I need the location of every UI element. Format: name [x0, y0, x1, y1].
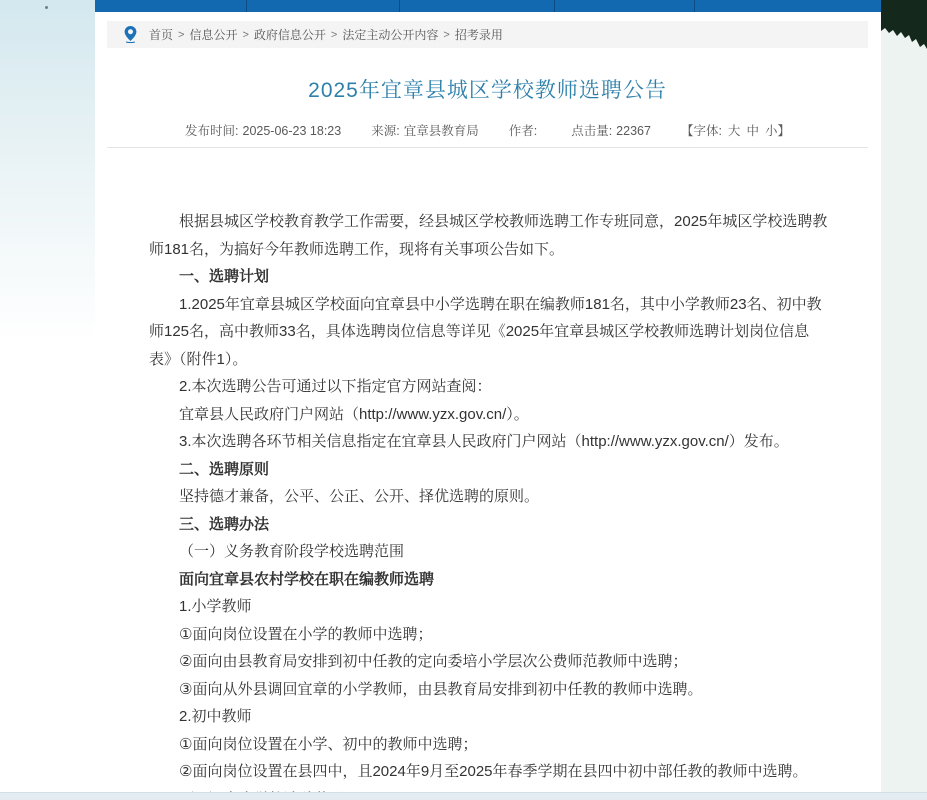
- paragraph: ①面向岗位设置在小学的教师中选聘；: [179, 625, 433, 643]
- paragraph: 3.本次选聘各环节相关信息指定在宜章县人民政府门户网站（http://www.yzx.gov.cn/）发布。: [179, 433, 789, 450]
- breadcrumb-item[interactable]: 法定主动公开内容: [342, 28, 439, 42]
- top-nav-bar: [95, 0, 881, 12]
- breadcrumb-separator: >: [178, 28, 185, 41]
- breadcrumb-bar: [107, 21, 868, 48]
- paragraph: 2.初中教师: [179, 708, 252, 725]
- location-pin-icon: [124, 26, 137, 43]
- background-left-gradient: [0, 0, 95, 380]
- paragraph: 三、选聘办法: [179, 515, 270, 533]
- breadcrumb-separator: >: [443, 28, 450, 41]
- breadcrumb-item[interactable]: 信息公开: [189, 28, 238, 42]
- paragraph: 坚持德才兼备，公平、公正、公开、择优选聘的原则。: [179, 488, 540, 505]
- font-size-options: [722, 124, 778, 138]
- paragraph: （一）义务教育阶段学校选聘范围: [179, 543, 405, 560]
- paragraph: 1.小学教师: [179, 598, 252, 615]
- paragraph: 1.2025年宜章县城区学校面向宜章县中小学选聘在职在编教师181名，其中小学教师23名、初中教师125名，高中教师33名，具体选聘岗位信息等详见《2025年宜章县城区学校教师选聘计划岗位信息表》（附件1）。: [149, 295, 822, 368]
- meta-value: 2025-06-23 18:23: [242, 124, 342, 138]
- nav-segment[interactable]: [555, 0, 695, 12]
- font-widget-suffix: 】: [777, 124, 790, 138]
- font-size-option[interactable]: 小: [764, 124, 778, 138]
- meta-field: [371, 121, 479, 139]
- dust-speck: [45, 6, 48, 9]
- font-size-widget: [681, 121, 790, 139]
- font-widget-prefix: 【字体:: [680, 124, 722, 138]
- font-size-option[interactable]: 中: [746, 124, 759, 138]
- meta-label: 点击量:: [571, 124, 613, 138]
- nav-segment[interactable]: [400, 0, 555, 12]
- nav-segment[interactable]: [247, 0, 400, 12]
- nav-segment[interactable]: [95, 0, 247, 12]
- bottom-strip: [0, 792, 927, 800]
- breadcrumb-trail: [149, 26, 503, 43]
- meta-field: [185, 121, 341, 139]
- paragraph: ③面向从外县调回宜章的小学教师，由县教育局安排到初中任教的教师中选聘。: [179, 680, 703, 698]
- paragraph: 二、选聘原则: [179, 460, 270, 478]
- meta-label: 作者:: [508, 124, 538, 138]
- page-title: 2025年宜章县城区学校教师选聘公告: [308, 79, 667, 102]
- background-right-strip: [881, 0, 927, 800]
- breadcrumb-item[interactable]: 招考录用: [454, 28, 503, 42]
- paragraph: ②面向岗位设置在县四中，且2024年9月至2025年春季学期在县四中初中部任教的教师中选聘。: [179, 763, 808, 780]
- breadcrumb-separator: >: [242, 28, 249, 41]
- article-body: [95, 148, 881, 800]
- paragraph: 根据县城区学校教育教学工作需要，经县城区学校教师选聘工作专班同意，2025年城区学校选聘教师181名，为搞好今年教师选聘工作，现将有关事项公告如下。: [149, 213, 828, 258]
- article-meta-row: [107, 121, 868, 139]
- corner-foliage-shape: [881, 0, 927, 52]
- meta-value: 22367: [616, 124, 651, 138]
- meta-field: [571, 121, 651, 139]
- content-card: [95, 0, 881, 800]
- paragraph: 2.本次选聘公告可通过以下指定官方网站查阅：: [179, 378, 492, 395]
- meta-field: [509, 121, 541, 139]
- breadcrumb-item[interactable]: 首页: [149, 28, 174, 42]
- paragraph: 面向宜章县农村学校在职在编教师选聘: [179, 570, 435, 588]
- breadcrumb-separator: >: [330, 28, 338, 41]
- nav-segment[interactable]: [695, 0, 881, 12]
- paragraph: 一、选聘计划: [179, 268, 270, 285]
- paragraph: ①面向岗位设置在小学、初中的教师中选聘；: [179, 735, 478, 753]
- meta-value: 宜章县教育局: [403, 124, 479, 138]
- meta-fields: [185, 121, 681, 139]
- font-size-option[interactable]: 大: [727, 124, 741, 138]
- paragraph: 宜章县人民政府门户网站（http://www.yzx.gov.cn/）。: [179, 405, 529, 423]
- article-header: [107, 78, 868, 148]
- meta-label: 发布时间:: [185, 124, 239, 138]
- breadcrumb-item[interactable]: 政府信息公开: [253, 28, 326, 42]
- meta-label: 来源:: [371, 124, 400, 138]
- paragraph: ②面向由县教育局安排到初中任教的定向委培小学层次公费师范教师中选聘；: [179, 653, 688, 670]
